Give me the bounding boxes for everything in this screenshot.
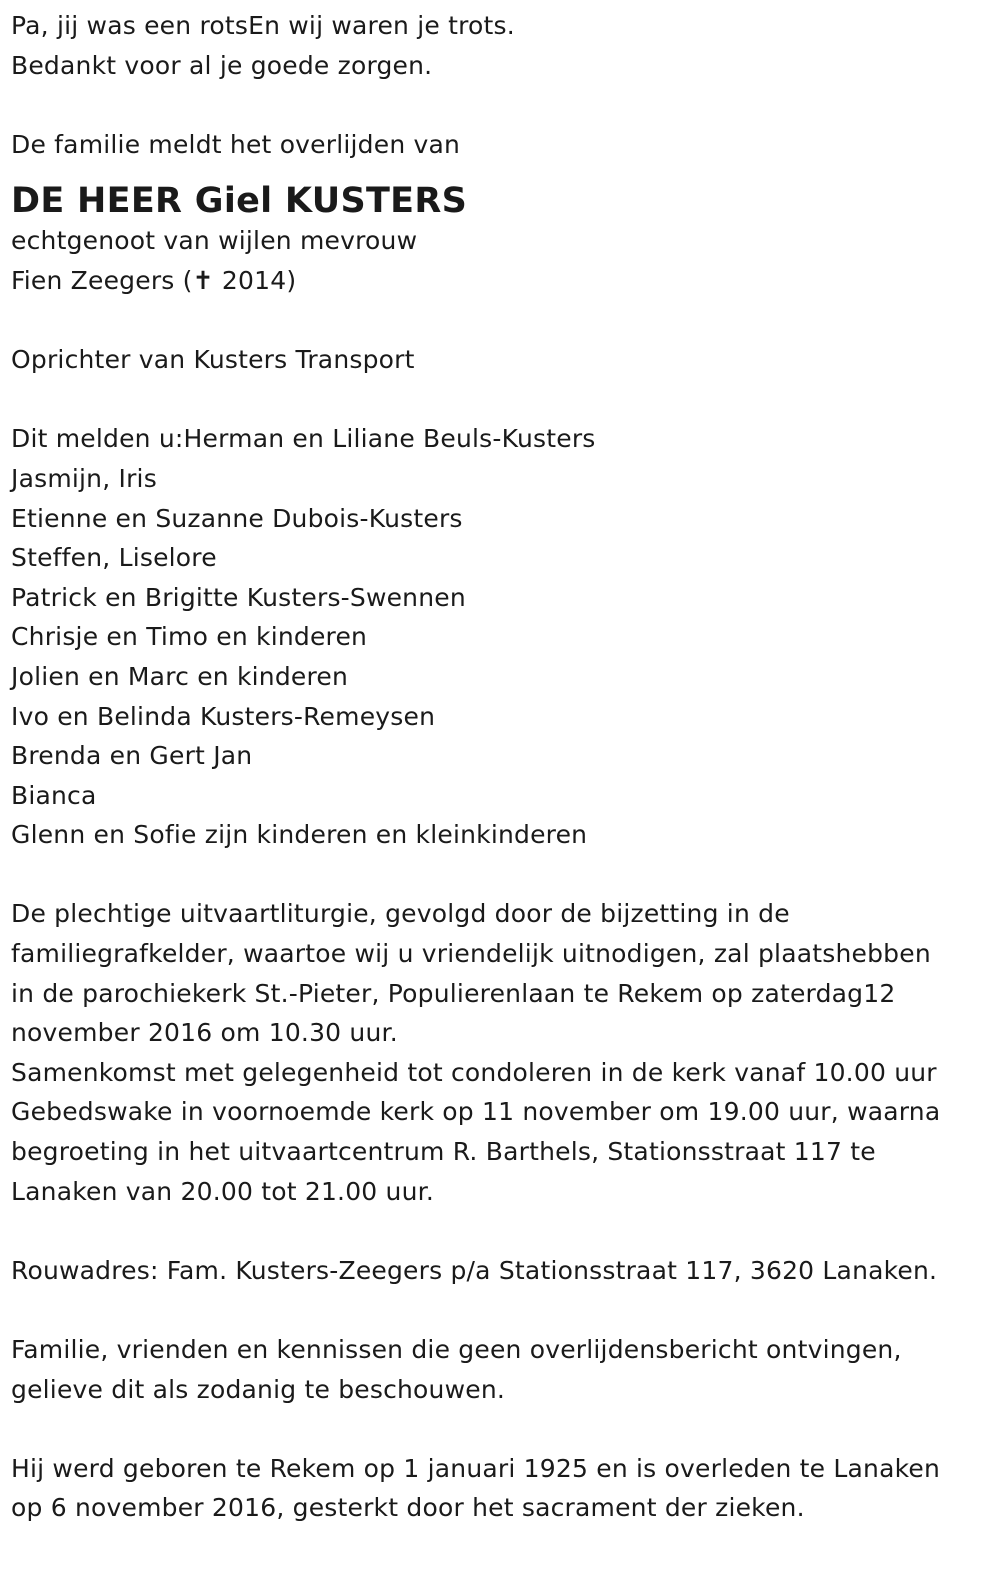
ceremony-paragraph (11, 894, 1000, 1211)
intro-line-1: Pa, jij was een rotsEn wij waren je trots. (11, 11, 515, 40)
notice-line-1: Familie, vrienden en kennissen die geen overlijdensbericht ontvingen, (11, 1335, 902, 1364)
spacer (11, 855, 1000, 895)
family-line: Glenn en Sofie zijn kinderen en kleinkinderen (11, 820, 588, 850)
spouse-line-1: echtgenoot van wijlen mevrouw (11, 226, 418, 256)
family-line: Brenda en Gert Jan (11, 741, 253, 771)
intro-line-2: Bedankt voor al je goede zorgen. (11, 50, 433, 80)
family-line: Chrisje en Timo en kinderen (11, 622, 368, 652)
family-line: Jolien en Marc en kinderen (11, 661, 349, 691)
founder-text: Oprichter van Kusters Transport (11, 345, 415, 375)
deceased-name: DE HEER Giel KUSTERS (11, 181, 468, 222)
spacer (11, 85, 1000, 125)
ceremony-line: in de parochiekerk St.-Pieter, Populierenlaan te Rekem op zaterdag12 (11, 978, 896, 1008)
family-line: Etienne en Suzanne Dubois-Kusters (11, 503, 463, 533)
spouse-line-2: Fien Zeegers (✝ 2014) (11, 265, 297, 295)
ceremony-line: De plechtige uitvaartliturgie, gevolgd door de bijzetting in de (11, 899, 790, 929)
spacer (11, 1409, 1000, 1449)
mourning-address: Rouwadres: Fam. Kusters-Zeegers p/a Stationsstraat 117, 3620 Lanaken. (11, 1255, 938, 1285)
spacer (11, 1211, 1000, 1251)
birth-death-line-1: Hij werd geboren te Rekem op 1 januari 1925 en is overleden te Lanaken (11, 1453, 941, 1483)
ceremony-line: Samenkomst met gelegenheid tot condoleren in de kerk vanaf 10.00 uur (11, 1057, 937, 1087)
spacer (11, 1290, 1000, 1330)
ceremony-line: begroeting in het uitvaartcentrum R. Barthels, Stationsstraat 117 te (11, 1137, 876, 1167)
ceremony-line: familiegrafkelder, waartoe wij u vriendelijk uitnodigen, zal plaatshebben (11, 939, 931, 969)
family-line: Dit melden u:Herman en Liliane Beuls-Kusters (11, 424, 596, 454)
family-line: Bianca (11, 780, 97, 810)
family-list (11, 419, 1000, 855)
family-line: Ivo en Belinda Kusters-Remeysen (11, 701, 436, 731)
spacer (11, 301, 1000, 341)
family-line: Steffen, Liselore (11, 543, 217, 573)
spacer (11, 380, 1000, 420)
ceremony-line: Gebedswake in voornoemde kerk op 11 november om 19.00 uur, waarna (11, 1097, 941, 1127)
notice-line-2: gelieve dit als zodanig te beschouwen. (11, 1374, 506, 1404)
ceremony-line: Lanaken van 20.00 tot 21.00 uur. (11, 1176, 434, 1206)
announcement-text: De familie meldt het overlijden van (11, 129, 461, 159)
ceremony-line: november 2016 om 10.30 uur. (11, 1018, 398, 1048)
birth-death-line-2: op 6 november 2016, gesterkt door het sacrament der zieken. (11, 1493, 805, 1523)
family-line: Patrick en Brigitte Kusters-Swennen (11, 582, 466, 612)
family-line: Jasmijn, Iris (11, 463, 157, 493)
